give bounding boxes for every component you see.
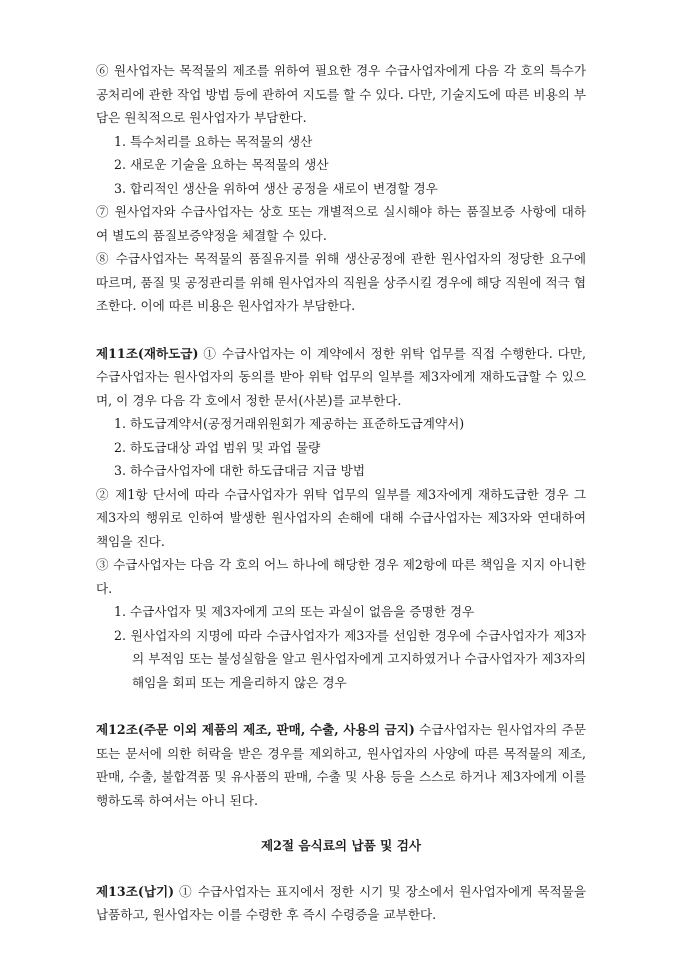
list-item: 3. 합리적인 생산을 위하여 생산 공정을 새로이 변경할 경우	[114, 180, 438, 196]
article-13-paragraph	[96, 880, 586, 927]
list-item: 3. 하수급사업자에 대한 하도급대금 지급 방법	[114, 463, 366, 478]
list-item: 2. 새로운 기술을 요하는 목적물의 생산	[114, 157, 329, 172]
list-item: 2. 원사업자의 지명에 따라 수급사업자가 제3자를 선임한 경우에 수급사업자가 제3자의 부적임 또는 불성실함을 알고 원사업자에게 고지하였거나 수급사업자가 제3자의 해임을 회피 또는 게을리하지 않은 경우	[114, 627, 586, 690]
paragraph-6: ⑥ 원사업자는 목적물의 제조를 위하여 필요한 경우 수급사업자에게 다음 각 호의 특수가공처리에 관한 작업 방법 등에 관하여 지도를 할 수 있다. 다만, 기술지도에 따른 비용의 부담은 원칙적으로 원사업자가 부담한다.	[96, 63, 586, 125]
article-12-text: 수급사업자는 원사업자의 주문 또는 문서에 의한 허락을 받은 경우를 제외하고, 원사업자의 사양에 따른 목적물의 제조, 판매, 수출, 불합격품 및 유사품의 판매, 수출 및 사용 등을 스스로 하거나 제3자에게 이를 행하도록 하여서는 아니 된다.	[96, 722, 586, 808]
article-12-heading: 제12조(주문 이외 제품의 제조, 판매, 수출, 사용의 금지)	[96, 722, 415, 737]
article-11-paragraph-2: ② 제1항 단서에 따라 수급사업자가 위탁 업무의 일부를 제3자에게 재하도급한 경우 그 제3자의 행위로 인하여 발생한 원사업자의 손해에 대해 수급사업자는 제3자와 연대하여 책임을 진다.	[96, 486, 586, 549]
list-item: 1. 하도급계약서(공정거래위원회가 제공하는 표준하도급계약서)	[114, 416, 465, 431]
article-12-paragraph	[96, 718, 586, 812]
paragraph-7: ⑦ 원사업자와 수급사업자는 상호 또는 개별적으로 실시해야 하는 품질보증 사항에 대하여 별도의 품질보증약정을 체결할 수 있다.	[96, 204, 586, 243]
list-item: 1. 수급사업자 및 제3자에게 고의 또는 과실이 없음을 증명한 경우	[114, 604, 475, 619]
article-11-paragraph-3: ③ 수급사업자는 다음 각 호의 어느 하나에 해당한 경우 제2항에 따른 책임을 지지 아니한다.	[96, 557, 586, 596]
section-2-title: 제2절 음식료의 납품 및 검사	[260, 838, 422, 853]
article-11-text: ① 수급사업자는 이 계약에서 정한 위탁 업무를 직접 수행한다. 다만, 수급사업자는 원사업자의 동의를 받아 위탁 업무의 일부를 제3자에게 재하도급할 수 있으며, 이 경우 다음 각 호에서 정한 문서(사본)를 교부한다.	[96, 345, 586, 408]
article-11-paragraph-1	[96, 342, 586, 413]
article-11-heading: 제11조(재하도급)	[96, 345, 199, 361]
list-item: 2. 하도급대상 과업 범위 및 과업 물량	[114, 439, 321, 455]
article-13-heading: 제13조(납기)	[96, 883, 175, 899]
paragraph-8: ⑧ 수급사업자는 목적물의 품질유지를 위해 생산공정에 관한 원사업자의 정당한 요구에 따르며, 품질 및 공정관리를 위해 원사업자의 직원을 상주시킬 경우에 해당 직원에 적극 협조한다. 이에 따른 비용은 원사업자가 부담한다.	[96, 251, 587, 313]
article-13-text: ① 수급사업자는 표지에서 정한 시기 및 장소에서 원사업자에게 목적물을 납품하고, 원사업자는 이를 수령한 후 즉시 수령증을 교부한다.	[96, 883, 586, 922]
list-item: 1. 특수처리를 요하는 목적물의 생산	[114, 133, 313, 149]
